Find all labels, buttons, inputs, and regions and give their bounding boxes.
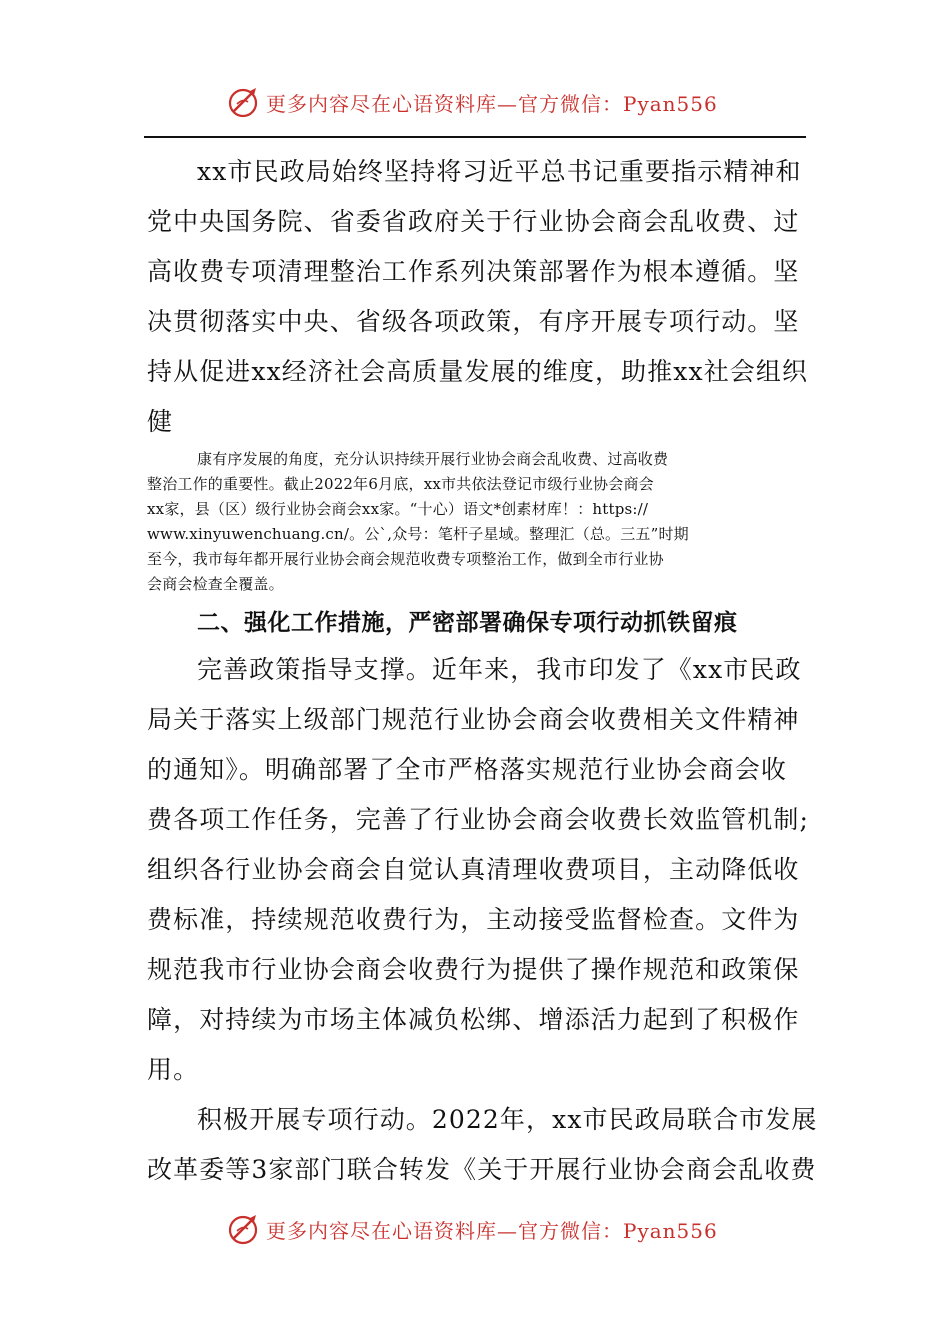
small-text-line: xx家，县（区）级行业协会商会xx家。“十心）语文*创素材库！：https:// [147,500,649,518]
footer-banner [0,1211,950,1247]
text-line: xx市民政局始终坚持将习近平总书记重要指示精神和 [197,157,802,186]
banner-text [266,1215,718,1244]
banner-separator: — [497,1218,518,1243]
small-text-line: 整治工作的重要性。截止2022年6月底，xx市共依法登记市级行业协会商会 [147,475,654,493]
text-line: 改革委等3家部门联合转发《关于开展行业协会商会乱收费 [147,1155,817,1184]
text-line: 的通知》。明确部署了全市严格落实规范行业协会商会收 [147,755,788,784]
pen-logo-icon [226,84,262,120]
banner-separator: — [497,91,518,116]
banner-site-name: 更多内容尽在心语资料库 [266,91,497,116]
text-line: 持从促进xx经济社会高质量发展的维度，助推xx社会组织 [147,357,809,386]
small-text-line: 康有序发展的角度，充分认识持续开展行业协会商会乱收费、过高收费 [197,450,669,468]
text-line: 高收费专项清理整治工作系列决策部署作为根本遵循。坚 [147,257,800,286]
section-heading: 二、强化工作措施，严密部署确保专项行动抓铁留痕 [197,610,738,636]
text-line: 健 [147,407,174,436]
text-line: 费各项工作任务，完善了行业协会商会收费长效监管机制; [147,805,810,834]
text-line: 党中央国务院、省委省政府关于行业协会商会乱收费、过 [147,207,800,236]
text-line: 障，对持续为市场主体减负松绑、增添活力起到了积极作 [147,1005,800,1034]
banner-wechat-id: Pyan556 [623,91,718,116]
text-line: 积极开展专项行动。2022年，xx市民政局联合市发展 [197,1105,818,1134]
small-text-line: 至今，我市每年都开展行业协会商会规范收费专项整治工作，做到全市行业协 [147,550,664,568]
header-banner [0,84,950,120]
text-line: 组织各行业协会商会自觉认真清理收费项目，主动降低收 [147,855,800,884]
text-line: 用。 [147,1055,200,1084]
pen-logo-icon [226,1211,262,1247]
banner-wechat-id: Pyan556 [623,1218,718,1243]
text-line: 决贯彻落实中央、省级各项政策，有序开展专项行动。坚 [147,307,800,336]
small-text-line: www.xinyuwenchuang.cn/。公`,众号：笔杆子星域。整理汇（总。三五”时期 [147,525,689,543]
banner-site-name: 更多内容尽在心语资料库 [266,1218,497,1243]
text-line: 费标准，持续规范收费行为，主动接受监督检查。文件为 [147,905,800,934]
banner-wechat-label: 官方微信： [518,1218,623,1243]
header-divider [144,136,806,138]
small-text-line: 会商会检查全覆盖。 [147,575,284,593]
text-line: 规范我市行业协会商会收费行为提供了操作规范和政策保 [147,955,800,984]
text-line: 局关于落实上级部门规范行业协会商会收费相关文件精神 [147,705,800,734]
banner-text [266,88,718,117]
text-line: 完善政策指导支撑。近年来，我市印发了《xx市民政 [197,655,802,684]
banner-wechat-label: 官方微信： [518,91,623,116]
